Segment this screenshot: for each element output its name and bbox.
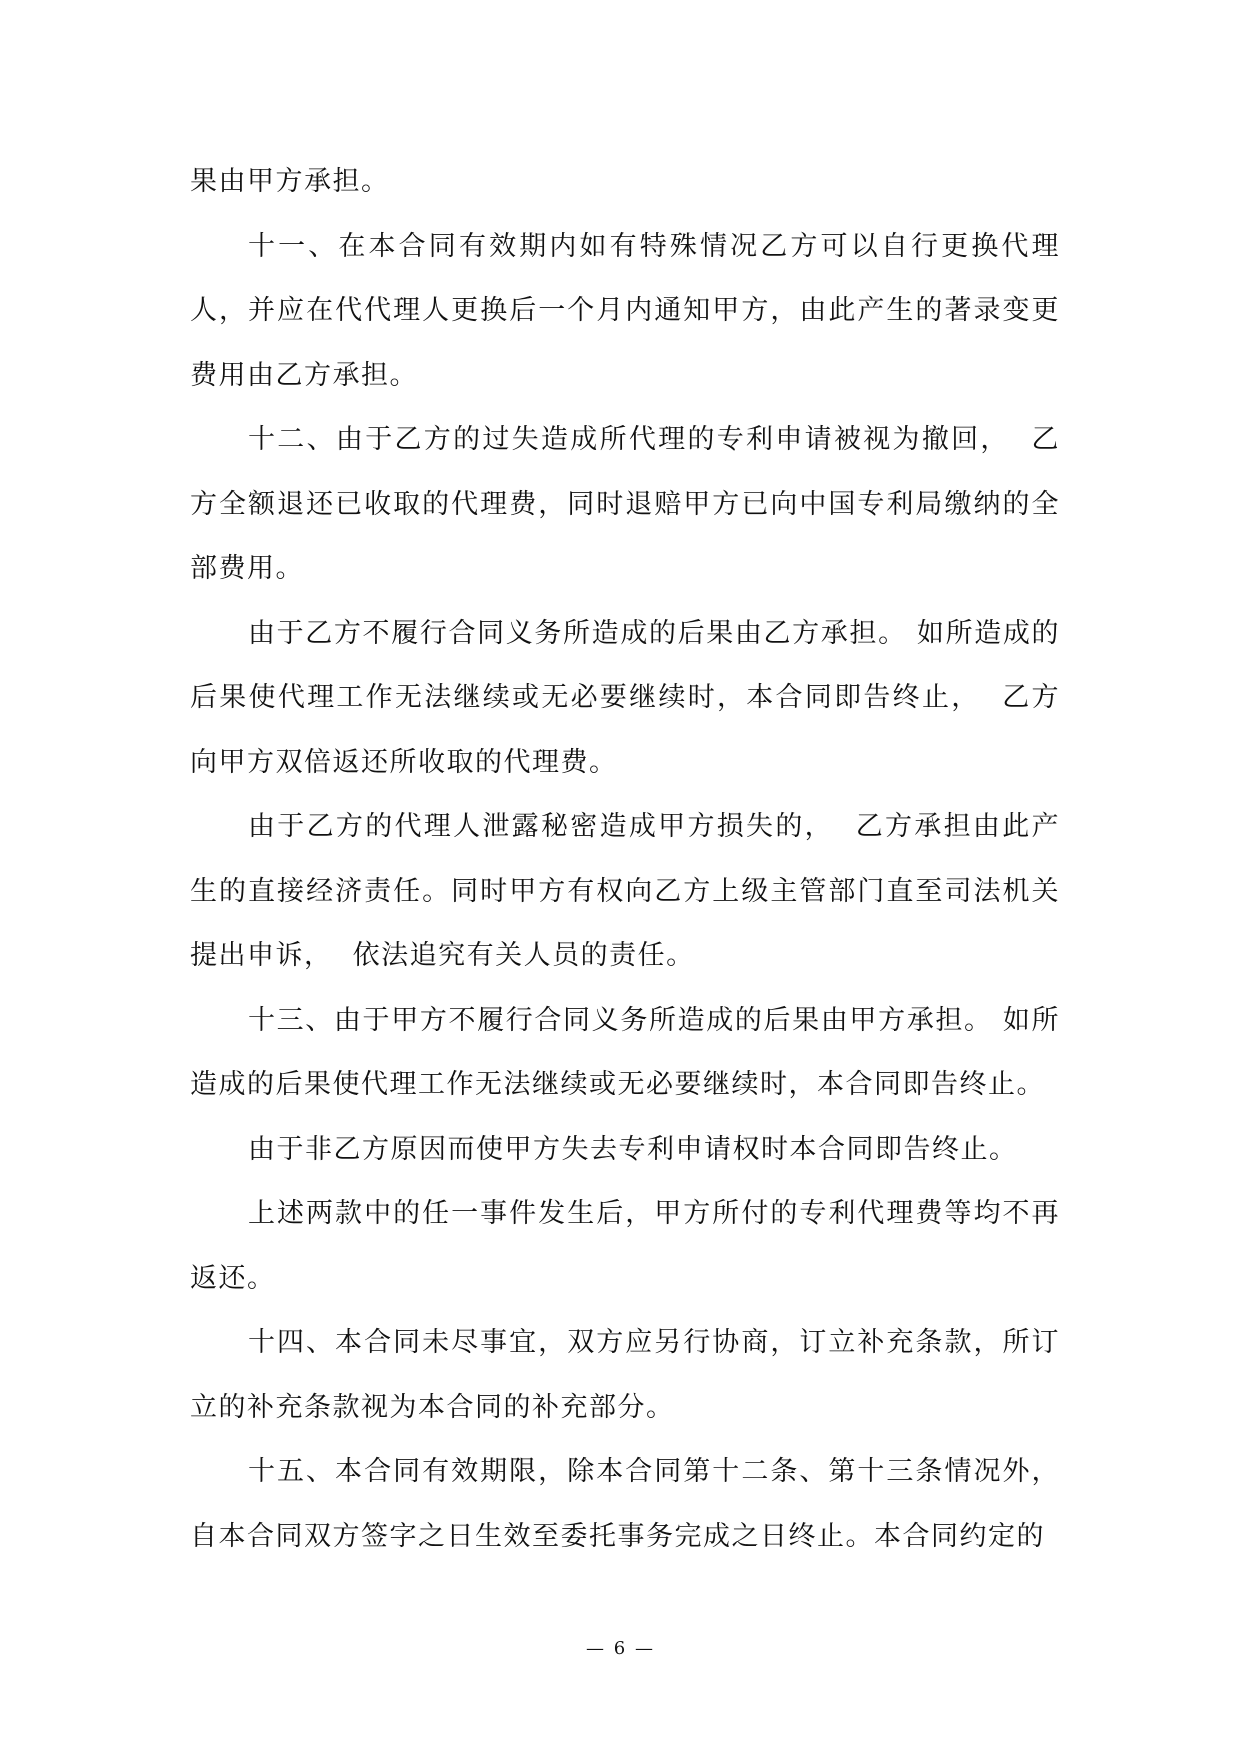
page-number: — 6 — [586, 1638, 655, 1659]
paragraph: 果由甲方承担。 [190, 166, 390, 197]
paragraph: 由于乙方的代理人泄露秘密造成甲方损失的， 乙方承担由此产生的直接经济责任。同时甲方有权向乙方上级主管部门直至司法机关提出申诉， 依法追究有关人员的责任。 [190, 811, 1060, 971]
contract-body [190, 150, 1060, 1569]
paragraph: 上述两款中的任一事件发生后，甲方所付的专利代理费等均不再返还。 [190, 1198, 1060, 1294]
paragraph: 十五、本合同有效期限，除本合同第十二条、第十三条情况外，自本合同双方签字之日生效至委托事务完成之日终止。本合同约定的 [190, 1456, 1060, 1552]
paragraph: 由于非乙方原因而使甲方失去专利申请权时本合同即告终止。 [248, 1133, 1018, 1165]
paragraph: 十一、在本合同有效期内如有特殊情况乙方可以自行更换代理人，并应在代代理人更换后一个月内通知甲方，由此产生的著录变更费用由乙方承担。 [190, 230, 1060, 391]
paragraph: 十二、由于乙方的过失造成所代理的专利申请被视为撤回， 乙方全额退还已收取的代理费，同时退赔甲方已向中国专利局缴纳的全部费用。 [190, 424, 1060, 584]
paragraph: 十四、本合同未尽事宜，双方应另行协商，订立补充条款，所订立的补充条款视为本合同的补充部分。 [190, 1327, 1060, 1423]
paragraph: 十三、由于甲方不履行合同义务所造成的后果由甲方承担。 如所造成的后果使代理工作无法继续或无必要继续时，本合同即告终止。 [190, 1004, 1060, 1100]
paragraph: 由于乙方不履行合同义务所造成的后果由乙方承担。 如所造成的后果使代理工作无法继续或无必要继续时，本合同即告终止， 乙方向甲方双倍返还所收取的代理费。 [190, 617, 1060, 778]
